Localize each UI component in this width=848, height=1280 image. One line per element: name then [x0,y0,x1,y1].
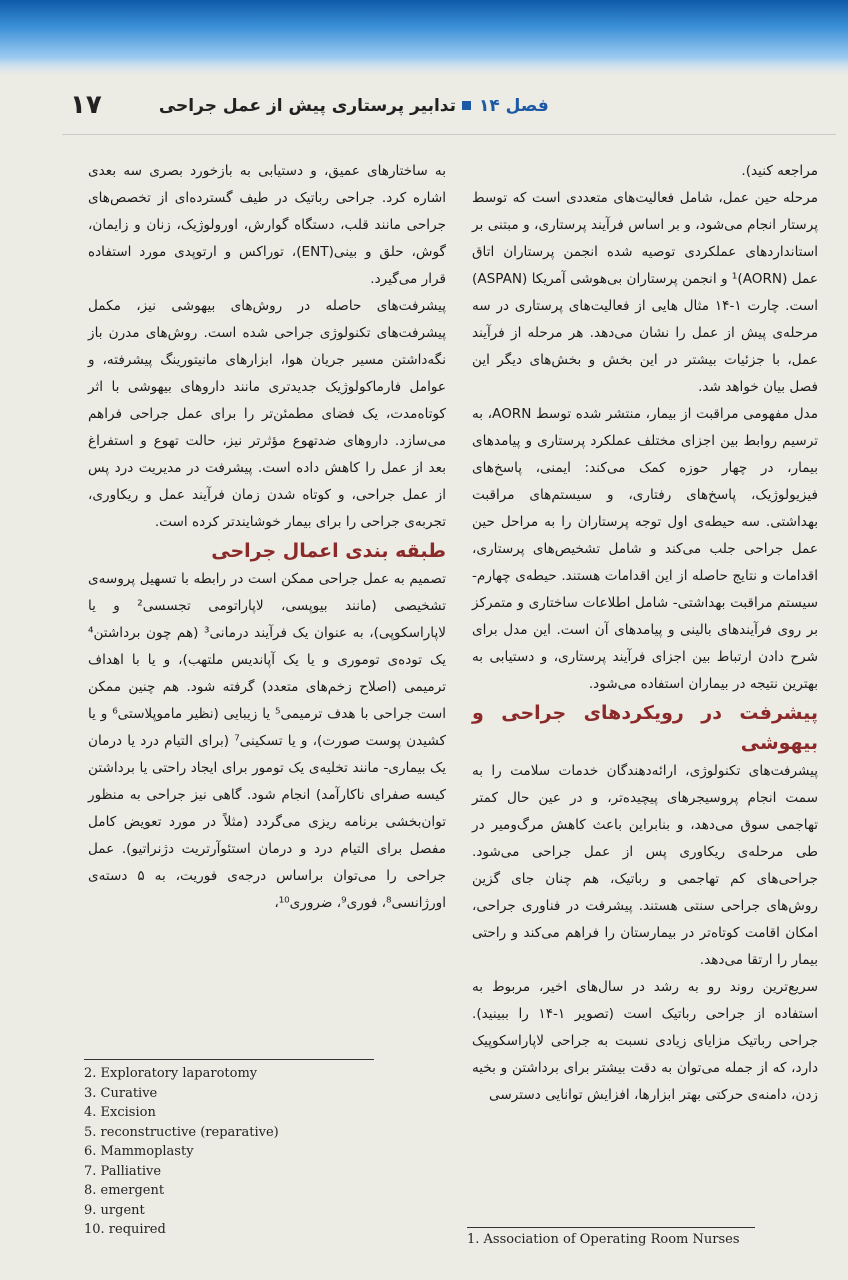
left-column [88,158,446,917]
footnote: 8. emergent [84,1183,165,1198]
footnote: 7. Palliative [84,1163,162,1179]
paragraph: سریع‌ترین روند رو به رشد در سال‌های اخیر، مربوط به استفاده از جراحی رباتیک است (تصویر ۱-۱۴ را ببینید). جراحی رباتیک مزایای زیادی نسبت به جراحی لاپاراسکوپیک دارد، که از جمله می‌توان به دقت بیشتر برای برداشتن و بخیه زدن، دامنه‌ی حرکتی بهتر ابزارها، افزایش توانایی دسترسی [472,979,819,1103]
header-divider [62,134,836,135]
section-heading: پیشرفت در رویکردهای جراحی و بیهوشی [472,702,818,754]
footnote: 10. required [84,1222,166,1237]
page-header [0,88,848,132]
footnote: 6. Mammoplasty [84,1144,194,1159]
footnote: 3. Curative [84,1085,158,1101]
paragraph: تصمیم به عمل جراحی ممکن است در رابطه با تسهیل پروسه‌ی تشخیصی (مانند بیوپسی، لاپاراتومی تجسسی² و یا لاپاراسکوپی)، به عنوان یک فرآیند درمانی³ (هم چون برداشتن⁴ یک توده‌ی توموری و یا یک آپاندیس ملتهب)، و یا با اهداف ترمیمی (اصلاح زخم‌های متعدد) گرفته شود. هم چنین ممکن است جراحی با هدف ترمیمی⁵ یا زیبایی (نظیر ماموپلاستی⁶ و یا کشیدن پوست صورت)، و یا تسکینی⁷ (برای التیام درد یا درمان یک بیماری- مانند تخلیه‌ی یک تومور برای ایجاد راحتی یا برداشتن کیسه صفرای ناکارآمد) انجام شود. گاهی نیز جراحی به منظور توان‌بخشی برنامه ریزی می‌گردد (مثلاً در مورد تعویض کامل مفصل برای التیام درد و درمان استئوآرتریت دژنراتیو). عمل جراحی را می‌توان براساس درجه‌ی فوریت، به ۵ دسته‌ی اورژانسی⁸، فوری⁹، ضروری¹⁰، [88,571,447,911]
chapter-title: تدابیر پرستاری پیش از عمل جراحی [158,96,456,116]
footnote: 2. Exploratory laparotomy [84,1066,258,1081]
paragraph: مدل مفهومی مراقبت از بیمار، منتشر شده توسط AORN، به ترسیم روابط بین اجزای مختلف عملکرد پرستاری و پیامدهای بیمار، در چهار حوزه کمک می‌کند: ایمنی، پاسخ‌های فیزیولوژیک، پاسخ‌های رفتاری، و سیستم‌های مراقبت بهداشتی. سه حیطه‌ی اول توجه پرستاران را به مراحل حین عمل جراحی جلب می‌کند و شامل تشخیص‌های پرستاری، اقدامات و نتایج حاصله از این اقدامات هستند. حیطه‌ی چهارم- سیستم مراقبت بهداشتی- شامل اطلاعات ساختاری و متمرکز بر روی فرآیندهای بالینی و پیامدهای آن است. این مدل برای شرح دادن ارتباط بین اجزای فرآیند پرستاری، و دستیابی به بهترین نتیجه در بیماران استفاده می‌شود. [472,406,818,692]
page-number: ۱۷ [70,90,102,120]
chapter-label: فصل ۱۴ [479,96,549,116]
footnote-divider [467,1227,755,1228]
paragraph: مرحله حین عمل، شامل فعالیت‌های متعددی است که توسط پرستار انجام می‌شود، و بر اساس فرآیند پرستاری، و مبتنی بر استانداردهای عملکردی توصیه شده انجمن پرستاران اتاق عمل (AORN)¹ و انجمن پرستاران بی‌هوشی آمریکا (ASPAN) است. چارت ۱-۱۴ مثال هایی از فعالیت‌های پرستاری در سه مرحله‌ی پیش از عمل را نشان می‌دهد. هر مرحله از فرآیند عمل، با جزئیات بیشتر در این بخش و بخش‌های دیگر این فصل بیان خواهد شد. [472,190,818,395]
footnote: 5. reconstructive (reparative) [84,1124,279,1140]
paragraph: پیشرفت‌های حاصله در روش‌های بیهوشی نیز، مکمل پیشرفت‌های تکنولوژی جراحی شده است. روش‌های مدرن باز نگه‌داشتن مسیر جریان هوا، ابزارهای مانیتورینگ پیشرفته، و عوامل فارماکولوژیک جدیدتری مانند داروهای بیهوشی با اثر کوتاه‌مدت، یک فضای مطمئن‌تر را برای عمل جراحی فراهم می‌سازد. داروهای ضدتهوع مؤثرتر نیز، حالت تهوع و استفراغ بعد از عمل را کاهش داده است. پیشرفت در مدیریت درد پس از عمل جراحی، و کوتاه شدن زمان فرآیند عمل و ریکاوری، تجربه‌ی جراحی را برای بیمار خوشایندتر کرده است. [88,298,446,530]
paragraph: به ساختارهای عمیق، و دستیابی به بازخورد بصری سه بعدی اشاره کرد. جراحی رباتیک در طیف گسترده‌ای از تخصص‌های جراحی مانند قلب، دستگاه گوارش، اورولوژیک، زنان و زایمان، گوش، حلق و بینی(ENT)، توراکس و ارتوپدی مورد استفاده قرار می‌گیرد. [88,163,446,287]
footnotes-left [84,1064,384,1240]
footnote-divider [84,1059,374,1060]
section-heading: طبقه بندی اعمال جراحی [211,540,446,562]
paragraph: پیشرفت‌های تکنولوژی، ارائه‌دهندگان خدمات سلامت را به سمت انجام پروسیجرهای پیچیده‌تر، و در عین حال کمتر تهاجمی سوق می‌دهد، و بنابراین باعث کاهش مرگ‌ومیر در طی مرحله‌ی ریکاوری پس از عمل جراحی می‌شود. جراحی‌های کم تهاجمی و رباتیک، هم چنان جای گزین روش‌های جراحی سنتی هستند. پیشرفت در فناوری جراحی، امکان اقامت کوتاه‌تر در بیمارستان را فراهم می‌کند و راحتی بیمار را ارتقا می‌دهد. [472,763,818,968]
footnote: 1. Association of Operating Room Nurses [467,1232,740,1247]
header-banner [0,0,848,76]
paragraph: مراجعه کنید). [741,163,818,179]
chapter-bullet-icon [462,101,471,110]
right-column [472,158,818,1109]
footnote: 9. urgent [84,1202,145,1218]
footnote: 4. Excision [84,1105,156,1120]
